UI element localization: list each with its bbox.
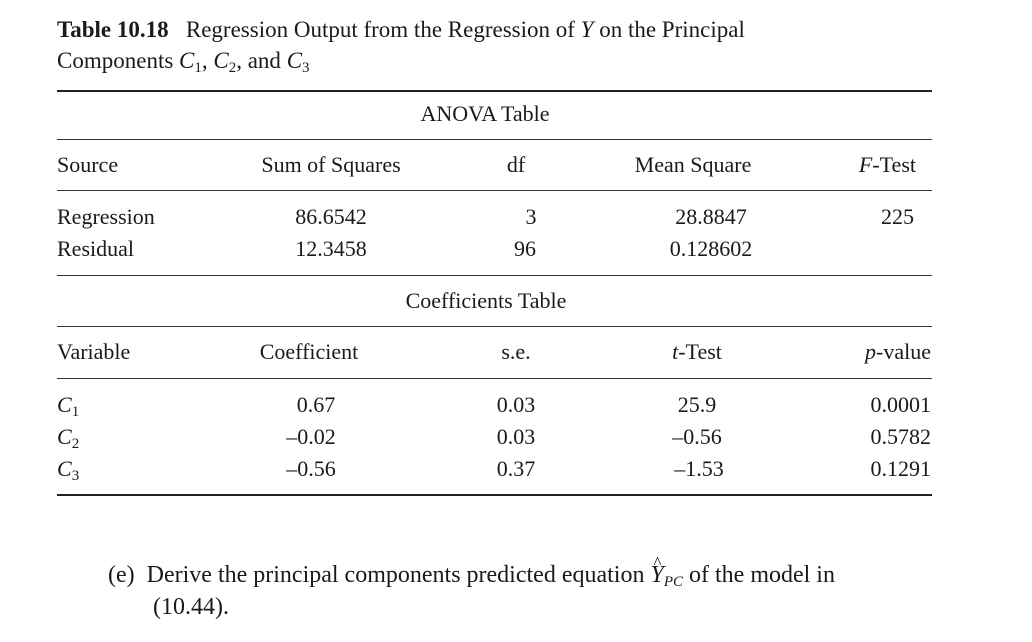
caption-and: and [247, 48, 281, 73]
coef-row-p: 0.0001 [870, 392, 931, 417]
question-text-after: of the model in [689, 562, 835, 588]
top-rule [57, 90, 932, 92]
anova-row-ss: 86.6542 [295, 204, 367, 229]
anova-header-rule [57, 190, 932, 191]
anova-row-ss: 12.3458 [295, 236, 367, 261]
coef-title: Coefficients Table [405, 288, 567, 313]
caption-c3-sub: 3 [302, 60, 310, 76]
coef-row-t: –0.56 [672, 424, 722, 449]
y-hat-sub: PC [663, 574, 683, 590]
coef-row-coefficient: –0.02 [286, 424, 336, 449]
anova-bottom-rule [57, 275, 932, 276]
coef-header-p: p-value [865, 339, 931, 364]
exercise-question [108, 559, 835, 623]
table-label: Table 10.18 [57, 17, 169, 42]
coef-row-t: –1.53 [674, 456, 724, 481]
anova-header-df: df [506, 152, 526, 177]
caption-text-1: Regression Output from the Regression of [185, 17, 575, 42]
anova-row-df: 96 [514, 236, 536, 261]
caption-c1-sub: 1 [194, 60, 202, 76]
coef-header-rule [57, 378, 932, 379]
coef-row-variable: $C_1$ [57, 392, 80, 420]
coef-row-se: 0.37 [496, 456, 536, 481]
anova-header-ms: Mean Square [634, 152, 752, 177]
coef-title-rule [57, 326, 932, 327]
coef-row-variable: $C_3$ [57, 456, 80, 484]
anova-row-df: 3 [525, 204, 537, 229]
anova-title-rule [57, 139, 932, 140]
caption-c2-sub: 2 [228, 60, 237, 76]
caption-y-symbol: Y [580, 17, 594, 42]
anova-header-source: Source [57, 152, 119, 177]
coef-header-variable: Variable [57, 339, 131, 364]
coef-row-coefficient: –0.56 [286, 456, 336, 481]
anova-row-source: Residual [57, 236, 134, 261]
coef-row-variable: $C_2$ [57, 424, 80, 452]
coef-row-p: 0.5782 [870, 424, 931, 449]
coef-row-se: 0.03 [496, 424, 536, 449]
coef-header-coefficient: Coefficient [259, 339, 359, 364]
coef-header-se: s.e. [501, 339, 531, 364]
anova-row-f: 225 [881, 204, 914, 229]
anova-row-ms: 0.128602 [669, 236, 753, 261]
bottom-rule [57, 494, 932, 496]
coef-row-coefficient: 0.67 [296, 392, 336, 417]
coef-row-t: 25.9 [677, 392, 717, 417]
y-hat-symbol: ^ Y [650, 559, 663, 591]
anova-row-ms: 28.8847 [675, 204, 747, 229]
caption-text-2: Components [57, 48, 174, 73]
anova-header-ss: Sum of Squares [261, 152, 401, 177]
table-caption: Table 10.18 Regression Output from the Regression of Y on the Principal Components $C_1$, $C_2$, and $C_3$ [57, 17, 745, 76]
anova-row-source: Regression [57, 204, 155, 229]
anova-header-f: F-Test [858, 152, 916, 177]
caption-text-1-end: on the Principal [599, 17, 745, 42]
coef-header-t: t-Test [672, 339, 722, 364]
anova-title: ANOVA Table [420, 101, 550, 126]
question-text-before: Derive the principal components predicted equation [146, 562, 645, 588]
question-label: (e) [108, 562, 135, 588]
question-line2: (10.44). [153, 594, 229, 620]
coef-row-p: 0.1291 [870, 456, 931, 481]
coef-row-se: 0.03 [496, 392, 536, 417]
